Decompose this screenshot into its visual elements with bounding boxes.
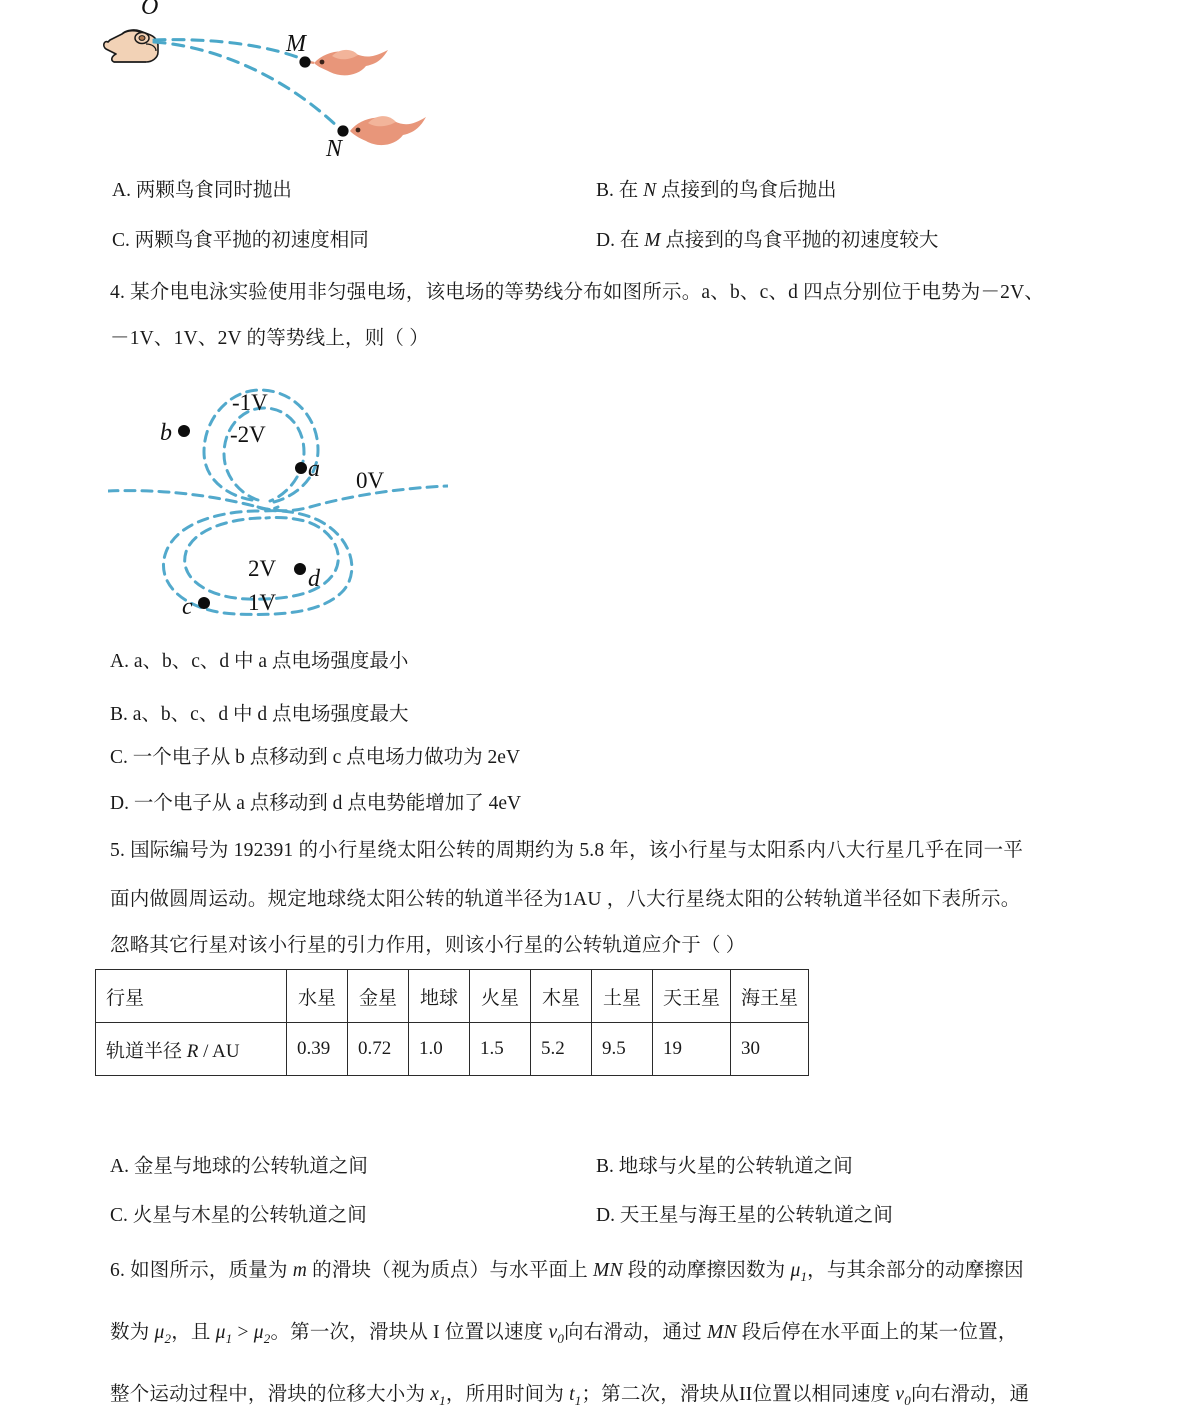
table-cell-radius-2: 1.0 [409,1023,470,1076]
table-cell-radius-7: 30 [731,1023,809,1076]
q6-l2-mu2b: μ [253,1322,264,1343]
q6-l2-v0: v [548,1322,558,1343]
label-2v: 2V [248,556,277,581]
saddle-strand-1 [258,507,278,509]
table-cell-radius-0: 0.39 [287,1023,348,1076]
table-rowheader-radius [96,1023,287,1076]
point-d-dot [294,563,306,575]
q5-stem-line3: 忽略其它行星对该小行星的引力作用，则该小行星的公转轨道应介于（ ） [110,935,746,956]
q3-option-b-pre: B. 在 [596,180,644,201]
point-c-dot [198,597,210,609]
trajectory-to-n [154,42,342,131]
q6-l2-p1: 数为 [110,1322,155,1343]
label-minus-2v: -2V [230,422,266,447]
label-point-b: b [160,420,172,446]
projectile-bird-figure [100,0,520,172]
bird-n-icon [350,116,426,145]
table-cell-radius-1: 0.72 [348,1023,409,1076]
radius-label-pre: 轨道半径 [106,1040,187,1062]
label-point-o: O [141,0,159,20]
q6-stem-line3 [110,1385,1029,1407]
table-rowheader-planet: 行星 [96,970,287,1023]
q6-l2-p5: 向右滑动，通过 [564,1322,708,1343]
table-cell-radius-4: 5.2 [531,1023,592,1076]
q6-l2-p3: > [232,1322,254,1343]
q6-l3-p3: ；第二次，滑块从II位置以相同速度 [581,1384,896,1405]
q6-l2-p6: 段后停在水平面上的某一位置， [736,1322,1018,1343]
q6-l2-mn: MN [707,1322,737,1343]
point-m-dot [299,56,310,67]
q3-option-d [596,231,938,251]
q3-option-d-pre: D. 在 [596,230,645,251]
q3-option-b-point: N [643,180,657,201]
projectile-bird-svg [100,0,520,172]
q6-l3-v0: v [895,1384,905,1405]
table-cell-planet-0: 水星 [287,970,348,1023]
q6-l3-x1: x [430,1384,440,1405]
q4-stem-line1: 4. 某介电电泳实验使用非匀强电场，该电场的等势线分布如图所示。a、b、c、d 四点分别位于电势为－2V、 [110,282,1045,303]
table-cell-radius-3: 1.5 [470,1023,531,1076]
table-cell-planet-5: 土星 [592,970,653,1023]
planet-orbit-table [95,969,809,1076]
label-minus-1v: -1V [232,390,268,415]
label-point-a: a [308,456,320,482]
q6-stem-line1 [110,1261,1024,1283]
table-cell-radius-6: 19 [653,1023,731,1076]
table-cell-planet-6: 天王星 [653,970,731,1023]
q6-l2-mu2: μ [154,1322,165,1343]
q3-option-b-post: 点接到的鸟食后抛出 [656,180,837,201]
table-cell-planet-4: 木星 [531,970,592,1023]
table-cell-radius-5: 9.5 [592,1023,653,1076]
q6-l3-p2: ，所用时间为 [445,1384,570,1405]
q6-l2-p2: ，且 [171,1322,216,1343]
hand-icon [104,30,158,62]
q4-option-a: A. a、b、c、d 中 a 点电场强度最小 [110,651,409,672]
table-cell-planet-7: 海王星 [731,970,809,1023]
q6-l2-v0-sub: 0 [557,1330,565,1346]
q6-stem-line2 [110,1323,1018,1345]
table-row-orbit-radius [96,1023,809,1076]
label-point-m: M [286,31,306,57]
q6-l2-mu1: μ [215,1322,226,1343]
q6-l1-p2: 的滑块（视为质点）与水平面上 [307,1260,594,1281]
table-cell-planet-3: 火星 [470,970,531,1023]
q6-l3-t1: t [569,1384,575,1405]
q5-stem-line2: 面内做圆周运动。规定地球绕太阳公转的轨道半径为1AU ，八大行星绕太阳的公转轨道半径如下表所示。 [110,889,1021,910]
q6-l2-mu1-sub: 1 [225,1330,233,1346]
point-b-dot [178,425,190,437]
q6-l1-mu1: μ [790,1260,801,1281]
q6-l1-mu1-sub: 1 [800,1268,808,1284]
q5-option-a: A. 金星与地球的公转轨道之间 [110,1156,368,1177]
equipotential-figure [108,368,448,630]
q6-l2-p4: 。第一次，滑块从 I 位置以速度 [270,1322,549,1343]
q3-option-d-post: 点接到的鸟食平抛的初速度较大 [660,230,939,251]
q5-stem-line1: 5. 国际编号为 192391 的小行星绕太阳公转的周期约为 5.8 年，该小行星与太阳系内八大行星几乎在同一平 [110,840,1024,861]
q6-l1-m: m [292,1260,308,1281]
label-1v: 1V [248,590,277,615]
q6-l3-v0-sub: 0 [904,1392,911,1408]
label-point-n: N [326,136,343,162]
label-point-d: d [308,566,320,592]
q4-option-d: D. 一个电子从 a 点移动到 d 点电势能增加了 4eV [110,793,522,814]
q6-l2-mu2b-sub: 2 [263,1330,271,1346]
q3-option-a: A. 两颗鸟食同时抛出 [112,180,292,201]
q6-l2-mu2-sub: 2 [164,1330,172,1346]
q6-l3-p1: 整个运动过程中，滑块的位移大小为 [110,1384,431,1405]
q6-l3-t1-sub: 1 [574,1392,582,1408]
radius-label-symbol: R [186,1040,199,1062]
radius-label-post: / AU [198,1040,240,1062]
label-point-c: c [182,594,193,620]
q6-l1-p1: 6. 如图所示，质量为 [110,1260,293,1281]
q6-l3-x1-sub: 1 [439,1392,446,1408]
q4-stem-line2: －1V、1V、2V 的等势线上，则（ ） [110,328,429,349]
table-row-planet-names [96,970,809,1023]
table-cell-planet-2: 地球 [409,970,470,1023]
q6-l3-p4: 向右滑动，通 [910,1384,1030,1405]
q6-l1-p4: ，与其余部分的动摩擦因 [807,1260,1024,1281]
bird-m-icon [307,50,388,76]
q4-option-c: C. 一个电子从 b 点移动到 c 点电场力做功为 2eV [110,747,521,768]
q5-option-d: D. 天王星与海王星的公转轨道之间 [596,1205,893,1226]
q3-option-d-point: M [644,230,661,251]
q3-option-b [596,181,837,201]
table-cell-planet-1: 金星 [348,970,409,1023]
q5-option-b: B. 地球与火星的公转轨道之间 [596,1156,853,1177]
point-a-dot [295,462,307,474]
q6-l1-p3: 段的动摩擦因数为 [622,1260,791,1281]
q6-l1-mn: MN [593,1260,623,1281]
point-n-dot [337,125,348,136]
q5-option-c: C. 火星与木星的公转轨道之间 [110,1205,367,1226]
q4-option-b: B. a、b、c、d 中 d 点电场强度最大 [110,704,409,725]
label-0v: 0V [356,468,385,493]
q3-option-c: C. 两颗鸟食平抛的初速度相同 [112,230,369,251]
equipotential-svg [108,368,448,630]
